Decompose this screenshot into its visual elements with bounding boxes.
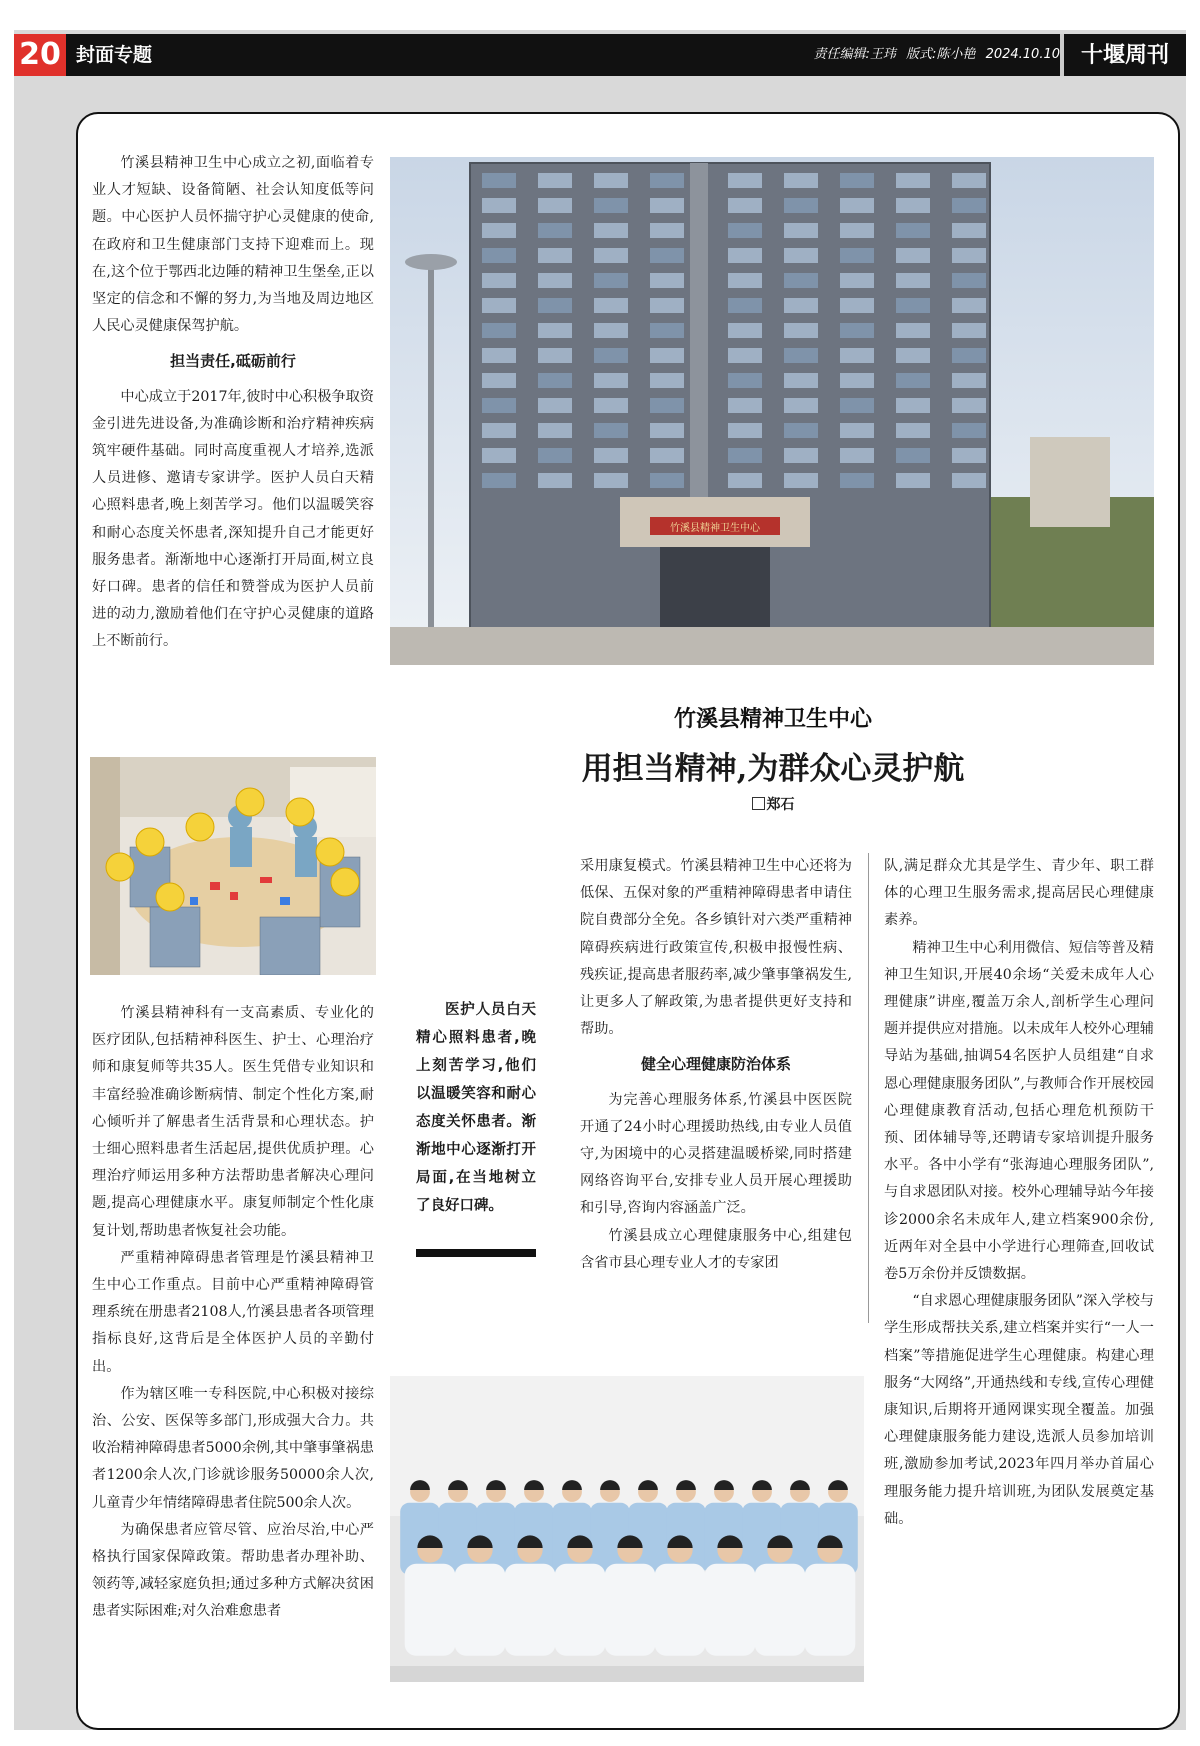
article-kicker: 竹溪县精神卫生中心 (673, 707, 872, 732)
activity-photo (90, 757, 376, 975)
building-window (650, 423, 684, 438)
masthead-logo: 十堰周刊 (1060, 34, 1186, 76)
building-window (784, 173, 818, 188)
building-window (482, 173, 516, 188)
building-window (784, 248, 818, 263)
building-window (952, 198, 986, 213)
staff-coat (555, 1564, 606, 1656)
paragraph: 严重精神障碍患者管理是竹溪县精神卫生中心工作重点。目前中心严重精神障碍管理系统在册患者2108人,竹溪县患者各项管理指标良好,这背后是全体医护人员的辛勤付出。 (92, 1249, 374, 1375)
building-window (538, 448, 572, 463)
building-window (728, 423, 762, 438)
subheading-1: 担当责任,砥砺前行 (170, 352, 296, 371)
editor: 责任编辑:王玮 (813, 47, 896, 62)
building-window (538, 248, 572, 263)
paragraph: 作为辖区唯一专科医院,中心积极对接综治、公安、医保等多部门,形成强大合力。共收治精神障碍患者5000余例,其中肇事肇祸患者1200余人次,门诊就诊服务50000余人次,儿童青少年情绪障碍患者住院500余人次。 (92, 1385, 374, 1511)
building-window (482, 423, 516, 438)
building-window (840, 423, 874, 438)
pull-quote: 医护人员白天精心照料患者,晚上刻苦学习,他们以温暖笑容和耐心态度关怀患者。渐渐地中心逐渐打开局面,在当地树立了良好口碑。 (416, 1002, 536, 1214)
building-window (594, 348, 628, 363)
building-window (840, 223, 874, 238)
building-window (482, 298, 516, 313)
building-window (728, 398, 762, 413)
paragraph: 竹溪县精神科有一支高素质、专业化的医疗团队,包括精神科医生、护士、心理治疗师和康复师等共35人。医生凭借专业知识和丰富经验准确诊断病情、制定个性化方案,耐心倾听并了解患者生活背景和心理状态。护士细心照料患者生活起居,提供优质护理。心理治疗师运用多种方法帮助患者解决心理问题,提高心理健康水平。康复师制定个性化康复计划,帮助患者恢复社会功能。 (92, 1005, 374, 1239)
article-headline: 用担当精神,为群众心灵护航 (581, 751, 965, 787)
building-window (896, 248, 930, 263)
activity-photo-illustration (90, 757, 376, 975)
building-window (896, 423, 930, 438)
building-window (840, 473, 874, 488)
building-window (650, 273, 684, 288)
building-window (952, 398, 986, 413)
building-window (840, 323, 874, 338)
building-window (840, 198, 874, 213)
building-window (784, 423, 818, 438)
building-window (896, 398, 930, 413)
building-window (952, 473, 986, 488)
building-window (840, 448, 874, 463)
editor-credits (808, 34, 1061, 76)
building-window (784, 348, 818, 363)
building-window (952, 373, 986, 388)
building-window (650, 223, 684, 238)
section-name: 封面专题 (76, 44, 153, 66)
building-window (482, 448, 516, 463)
staff-coat (655, 1564, 706, 1656)
staff-coat (405, 1564, 456, 1656)
staff-group-photo (390, 1376, 864, 1682)
building-window (538, 323, 572, 338)
building-window (896, 223, 930, 238)
building-window (952, 298, 986, 313)
building-window (538, 173, 572, 188)
building-window (840, 248, 874, 263)
column-divider (868, 853, 869, 1323)
staff-coat (805, 1564, 856, 1656)
building-window (896, 298, 930, 313)
paragraph: 竹溪县成立心理健康服务中心,组建包含省市县心理专业人才的专家团 (580, 1227, 852, 1271)
paragraph: 为完善心理服务体系,竹溪县中医医院开通了24小时心理援助热线,由专业人员值守,为困境中的心灵搭建温暖桥梁,同时搭建网络咨询平台,安排专业人员开展心理援助和引导,咨询内容涵盖广泛。 (580, 1091, 852, 1217)
building-window (896, 348, 930, 363)
staff-coat (505, 1564, 556, 1656)
building-window (594, 398, 628, 413)
paragraph: 竹溪县精神卫生中心成立之初,面临着专业人才短缺、设备简陋、社会认知度低等问题。中心医护人员怀揣守护心灵健康的使命,在政府和卫生健康部门支持下迎难而上。现在,这个位于鄂西北边陲的精神卫生堡垒,正以坚定的信念和不懈的努力,为当地及周边地区人民心灵健康保驾护航。 (92, 155, 374, 335)
building-window (728, 448, 762, 463)
building-window (594, 323, 628, 338)
building-window (952, 173, 986, 188)
building-window (784, 323, 818, 338)
layout-editor: 版式:陈小艳 (906, 47, 976, 62)
building-window (482, 398, 516, 413)
building-window (728, 173, 762, 188)
building-window (594, 423, 628, 438)
building-window (538, 423, 572, 438)
staff-coat (605, 1564, 656, 1656)
column-2 (580, 853, 852, 1277)
building-window (784, 223, 818, 238)
building-window (840, 173, 874, 188)
building-window (482, 248, 516, 263)
building-window (952, 348, 986, 363)
building-window (952, 273, 986, 288)
building-window (728, 373, 762, 388)
byline-author: 郑石 (766, 797, 795, 813)
building-window (594, 173, 628, 188)
building-window (594, 273, 628, 288)
building-window (650, 373, 684, 388)
paragraph: “自求恩心理健康服务团队”深入学校与学生形成帮扶关系,建立档案并实行“一人一档案”等措施促进学生心理健康。构建心理服务“大网络”,开通热线和专线,宣传心理健康知识,后期将开通网课实现全覆盖。加强心理健康服务能力建设,选派人员参加培训班,激励参加考试,2023年四月举办首届心理服务能力提升培训班,为团队发展奠定基础。 (884, 1293, 1154, 1527)
building-window (840, 298, 874, 313)
building-window (784, 298, 818, 313)
building-window (650, 298, 684, 313)
building-window (952, 323, 986, 338)
building-window (650, 398, 684, 413)
building-window (896, 198, 930, 213)
building-window (594, 298, 628, 313)
building-window (952, 223, 986, 238)
building-window (840, 373, 874, 388)
building-window (840, 273, 874, 288)
building-window (482, 273, 516, 288)
building-window (538, 198, 572, 213)
building-window (728, 223, 762, 238)
staff-group-illustration (390, 1376, 864, 1682)
byline (388, 794, 1158, 814)
staff-coat (755, 1564, 806, 1656)
building-window (784, 273, 818, 288)
building-window (896, 448, 930, 463)
building-window (482, 473, 516, 488)
building-window (728, 348, 762, 363)
building-window (538, 298, 572, 313)
column-1-bottom (92, 1000, 374, 1626)
building-window (728, 298, 762, 313)
building-window (784, 198, 818, 213)
page-number: 20 (14, 34, 66, 76)
building-window (482, 223, 516, 238)
building-window (538, 398, 572, 413)
building-window (538, 348, 572, 363)
building-window (594, 223, 628, 238)
building-window (840, 348, 874, 363)
building-window (538, 373, 572, 388)
building-window (650, 448, 684, 463)
building-window (952, 248, 986, 263)
building-window (650, 173, 684, 188)
building-window (538, 473, 572, 488)
building-window (594, 198, 628, 213)
building-window (784, 398, 818, 413)
building-window (896, 473, 930, 488)
building-window (952, 448, 986, 463)
building-window (952, 423, 986, 438)
title-block (388, 702, 1158, 814)
building-window (482, 373, 516, 388)
building-window (784, 473, 818, 488)
building-window (482, 348, 516, 363)
building-window (650, 473, 684, 488)
byline-box-icon (752, 797, 765, 810)
column-1-top (92, 150, 374, 656)
hospital-building-photo (390, 157, 1154, 665)
building-window (594, 373, 628, 388)
hospital-building-illustration (390, 157, 1154, 665)
paragraph: 精神卫生中心利用微信、短信等普及精神卫生知识,开展40余场“关爱未成年人心理健康”讲座,覆盖万余人,剖析学生心理问题并提供应对措施。以未成年人校外心理辅导站为基础,抽调54名医护人员组建“自求恩心理健康服务团队”,与教师合作开展校园心理健康教育活动,包括心理危机预防干预、团体辅导等,还聘请专家培训提升服务水平。各中小学有“张海迪心理服务团队”,与自求恩团队对接。校外心理辅导站今年接诊2000余名未成年人,建立档案900余份,近两年对全县中小学进行心理筛查,回收试卷5万余份并反馈数据。 (884, 939, 1154, 1283)
building-window (650, 323, 684, 338)
building-window (482, 198, 516, 213)
building-window (728, 198, 762, 213)
column-3 (884, 853, 1154, 1533)
pull-quote-bar (416, 1249, 536, 1257)
subheading-2: 健全心理健康防治体系 (640, 1055, 791, 1074)
building-window (784, 448, 818, 463)
building-window (728, 323, 762, 338)
building-window (728, 473, 762, 488)
building-window (594, 473, 628, 488)
building-window (650, 248, 684, 263)
paragraph: 采用康复模式。竹溪县精神卫生中心还将为低保、五保对象的严重精神障碍患者申请住院自费部分全免。各乡镇针对六类严重精神障碍疾病进行政策宣传,积极申报慢性病、残疾证,提高患者服药率,减少肇事肇祸发生,让更多人了解政策,为患者提供更好支持和帮助。 (580, 858, 852, 1038)
building-window (728, 248, 762, 263)
building-window (594, 248, 628, 263)
building-window (896, 273, 930, 288)
building-sign: 竹溪县精神卫生中心 (670, 523, 760, 534)
building-window (594, 448, 628, 463)
building-window (482, 323, 516, 338)
paragraph: 为确保患者应管尽管、应治尽治,中心严格执行国家保障政策。帮助患者办理补助、领药等,减轻家庭负担;通过多种方式解决贫困患者实际困难;对久治难愈患者 (92, 1521, 374, 1620)
issue-date: 2024.10.10 (985, 47, 1060, 62)
building-window (538, 223, 572, 238)
building-window (896, 173, 930, 188)
staff-coat (705, 1564, 756, 1656)
building-window (840, 398, 874, 413)
building-window (728, 273, 762, 288)
building-window (650, 198, 684, 213)
building-window (896, 373, 930, 388)
staff-coat (455, 1564, 506, 1656)
front-row-staff (405, 1535, 856, 1655)
paragraph: 队,满足群众尤其是学生、青少年、职工群体的心理卫生服务需求,提高居民心理健康素养。 (884, 858, 1154, 929)
building-window (784, 373, 818, 388)
building-window (650, 348, 684, 363)
building-window (538, 273, 572, 288)
building-window (896, 323, 930, 338)
paragraph: 中心成立于2017年,彼时中心积极争取资金引进先进设备,为准确诊断和治疗精神疾病筑牢硬件基础。同时高度重视人才培养,选派人员进修、邀请专家讲学。医护人员白天精心照料患者,晚上刻苦学习。他们以温暖笑容和耐心态度关怀患者,深知提升自己才能更好服务患者。渐渐地中心逐渐打开局面,树立良好口碑。患者的信任和赞誉成为医护人员前进的动力,激励着他们在守护心灵健康的道路上不断前行。 (92, 388, 374, 650)
